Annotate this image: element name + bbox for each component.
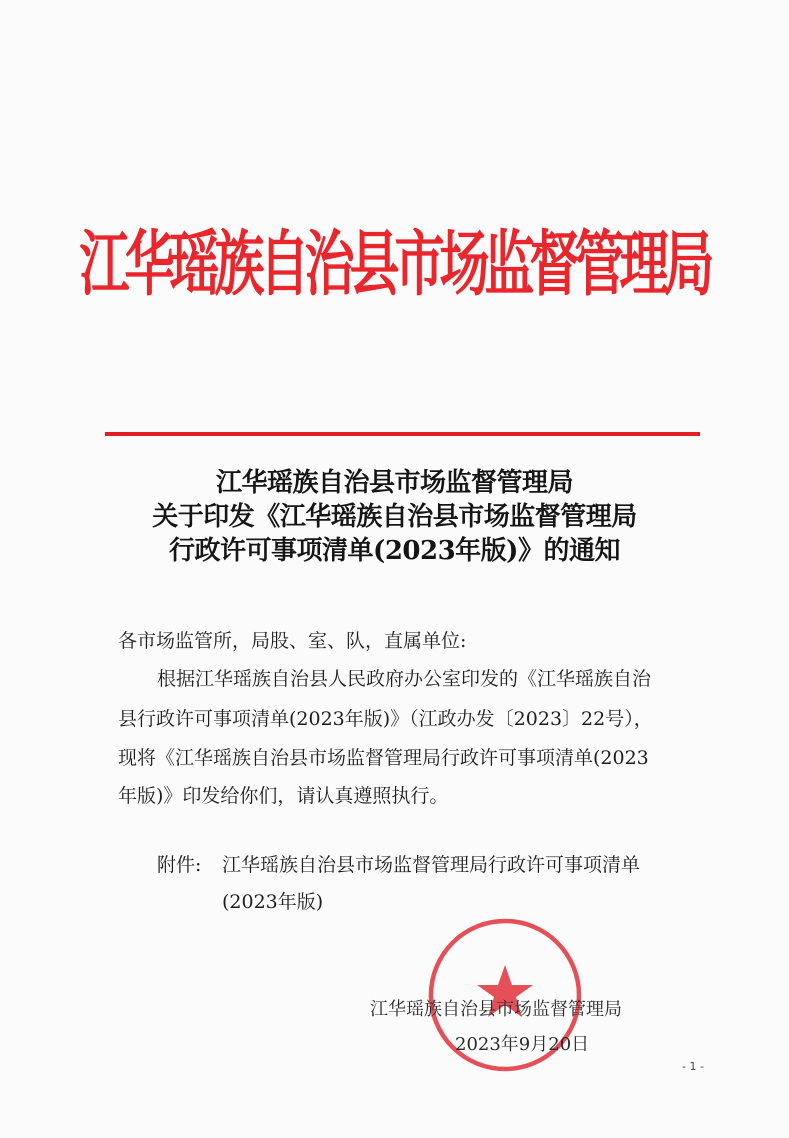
- salutation: 各市场监管所，局股、室、队，直属单位:: [118, 630, 467, 652]
- attachment-edition: (2023年版): [222, 891, 324, 913]
- issuer-signature: 江华瑶族自治县市场监督管理局: [370, 999, 622, 1020]
- red-divider: [105, 432, 700, 436]
- paragraph-line-3: 现将《江华瑶族自治县市场监督管理局行政许可事项清单(2023: [118, 747, 649, 769]
- notice-title-line-3: 行政许可事项清单(2023年版)》的通知: [169, 536, 620, 566]
- attachment-label: 附件:: [157, 854, 202, 876]
- paragraph-line-2: 县行政许可事项清单(2023年版)》（江政办发〔2023〕22号），: [118, 708, 653, 730]
- issue-date: 2023年9月20日: [455, 1034, 590, 1055]
- attachment-title: 江华瑶族自治县市场监督管理局行政许可事项清单: [222, 854, 641, 876]
- paragraph-line-1: 根据江华瑶族自治县人民政府办公室印发的《江华瑶族自治: [157, 668, 652, 690]
- notice-title-line-2: 关于印发《江华瑶族自治县市场监督管理局: [152, 502, 637, 532]
- masthead-title: 江华瑶族自治县市场监督管理局: [79, 222, 710, 306]
- notice-title-line-1: 江华瑶族自治县市场监督管理局: [215, 468, 573, 498]
- paragraph-line-4: 年版)》印发给你们，请认真遵照执行。: [118, 785, 449, 807]
- notice-title: [0, 466, 789, 568]
- page-number: - 1 -: [682, 1060, 704, 1073]
